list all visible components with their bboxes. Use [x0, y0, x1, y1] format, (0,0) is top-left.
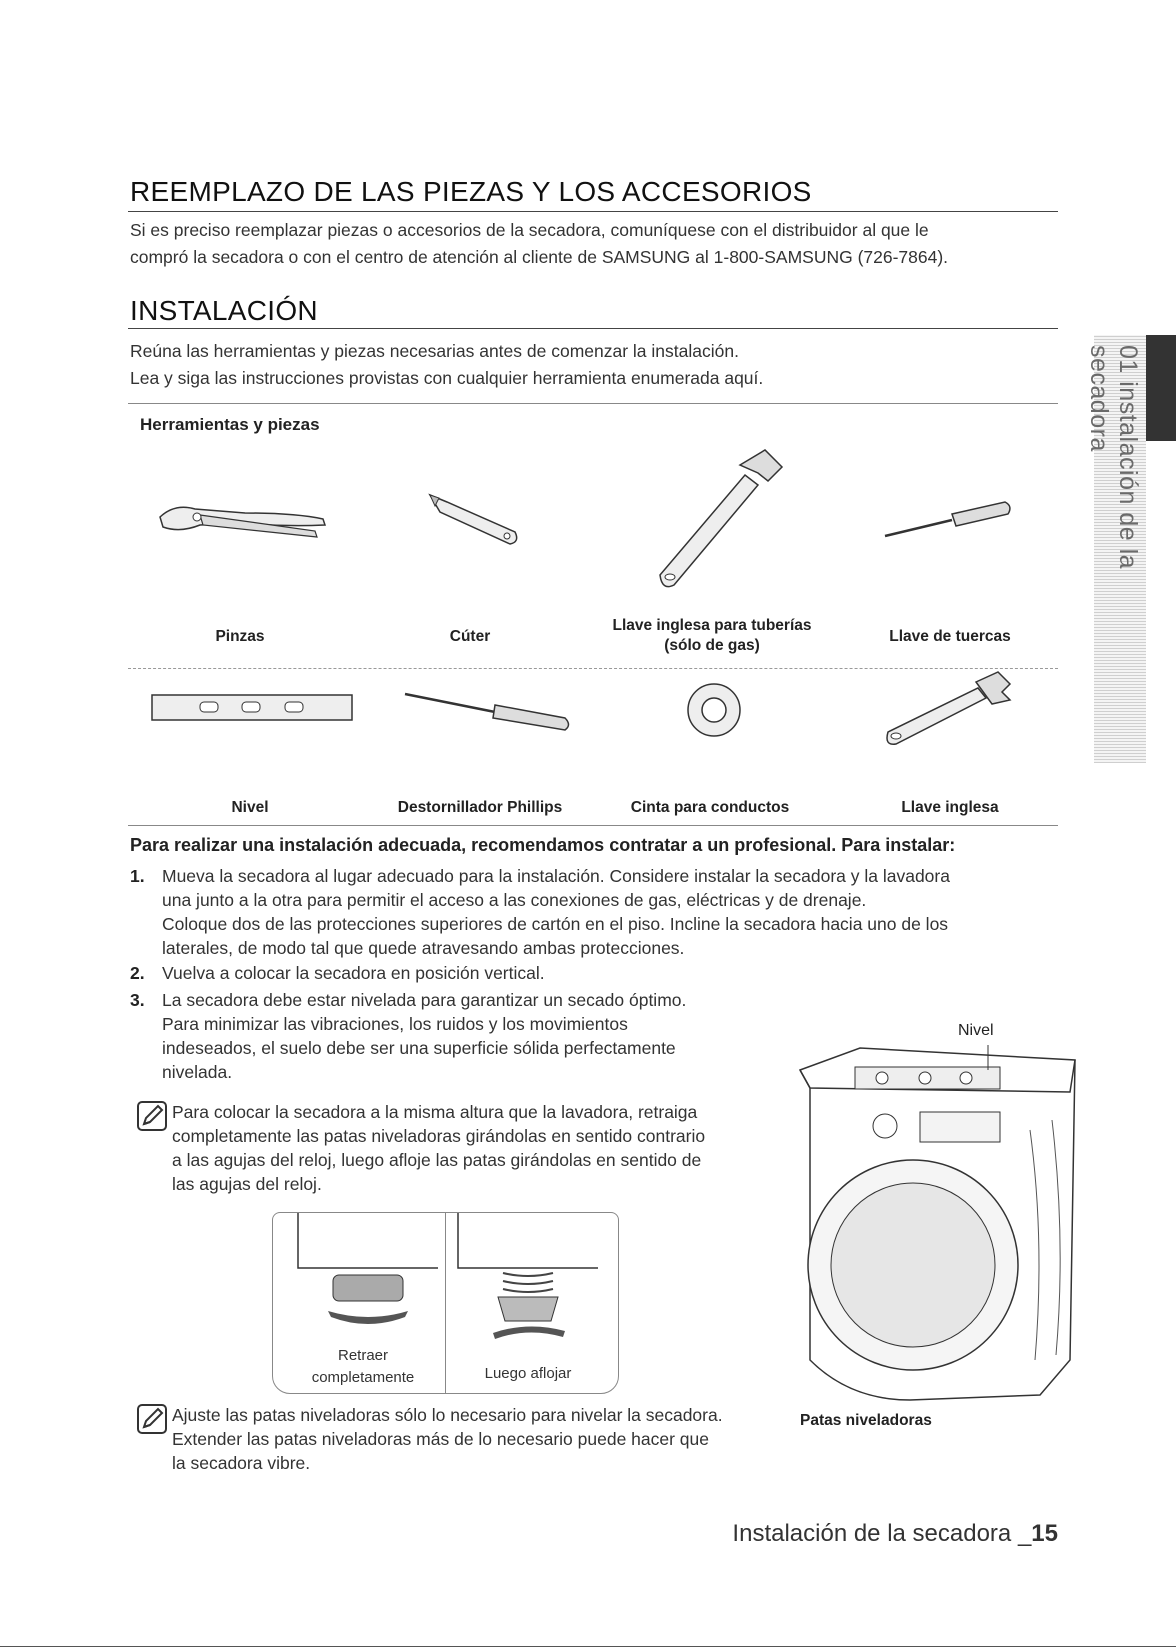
nut-driver-icon — [880, 498, 1015, 543]
tool-label-phillips: Destornillador Phillips — [397, 799, 563, 816]
replacement-text-line1: Si es preciso reemplazar piezas o accesorios de la secadora, comuníquese con el distribuidor al que le — [130, 220, 929, 240]
leveling-leg-figure — [272, 1212, 619, 1394]
duct-tape-icon — [684, 680, 744, 740]
section-rule — [128, 211, 1058, 212]
bottom-rule — [0, 1646, 1176, 1647]
note-line: las agujas del reloj. — [172, 1174, 322, 1194]
step-line: Mueva la secadora al lugar adecuado para la instalación. Considere instalar la secadora y la lavadora — [162, 866, 950, 886]
loosen-caption: Luego aflojar — [484, 1365, 572, 1382]
level-icon — [150, 690, 355, 725]
tools-heading: Herramientas y piezas — [140, 415, 320, 434]
figure-divider — [445, 1213, 446, 1393]
installation-intro-line2: Lea y siga las instrucciones provistas con cualquier herramienta enumerada aquí. — [130, 368, 764, 388]
note-pencil-icon — [136, 1403, 168, 1435]
step-text — [162, 864, 950, 960]
pipe-wrench-icon — [650, 445, 790, 590]
adjustable-wrench-icon — [880, 670, 1020, 750]
footer-text: Instalación de la secadora _ — [732, 1520, 1032, 1547]
step-line: Para minimizar las vibraciones, los ruidos y los movimientos — [162, 1014, 628, 1034]
side-tab-label: 01 instalación de la secadora — [1085, 345, 1142, 570]
note-line: Ajuste las patas niveladoras sólo lo necesario para nivelar la secadora. — [172, 1405, 723, 1425]
step-line: Vuelva a colocar la secadora en posición vertical. — [162, 963, 545, 983]
tool-label-pipe-wrench: Llave inglesa para tuberías (sólo de gas) — [612, 617, 812, 654]
chapter-side-tab — [1085, 335, 1176, 763]
note-adjust-legs — [172, 1403, 792, 1478]
step-line: una junto a la otra para permitir el acceso a las conexiones de gas, eléctricas y de drenaje. — [162, 890, 867, 910]
step-number: 3. — [130, 990, 145, 1010]
step-line: Coloque dos de las protecciones superiores de cartón en el piso. Incline la secadora hacia uno de los — [162, 914, 949, 934]
step-line: nivelada. — [162, 1062, 233, 1082]
tool-label-nut-driver: Llave de tuercas — [889, 628, 1011, 645]
note-pencil-icon — [136, 1100, 168, 1132]
retract-caption-line2: completamente — [311, 1369, 415, 1386]
retract-caption-line1: Retraer — [337, 1347, 389, 1364]
tool-label-level: Nivel — [231, 799, 269, 816]
tools-top-rule — [128, 403, 1058, 404]
note-line: Extender las patas niveladoras más de lo necesario puede hacer que — [172, 1429, 710, 1449]
section-title-replacement: REEMPLAZO DE LAS PIEZAS Y LOS ACCESORIOS — [130, 176, 812, 207]
leg-retract-icon — [293, 1213, 443, 1323]
installation-intro-line1: Reúna las herramientas y piezas necesarias antes de comenzar la instalación. — [130, 341, 739, 361]
step-1 — [130, 864, 1050, 960]
note-retract-legs — [172, 1100, 772, 1200]
dryer-illustration — [790, 1040, 1080, 1410]
side-tab-marker — [1146, 335, 1176, 441]
section-title-installation: INSTALACIÓN — [130, 295, 318, 326]
step-2 — [130, 961, 1050, 985]
box-cutter-icon — [425, 490, 525, 550]
replacement-text-line2: compró la secadora o con el centro de atención al cliente de SAMSUNG al 1-800-SAMSUNG (726-7864). — [130, 247, 949, 267]
note-line: Para colocar la secadora a la misma altura que la lavadora, retraiga — [172, 1102, 698, 1122]
step-number: 2. — [130, 963, 145, 983]
section-rule — [128, 328, 1058, 329]
tools-bottom-rule — [128, 825, 1058, 826]
tool-label-duct-tape: Cinta para conductos — [630, 799, 790, 816]
page-number: 15 — [1031, 1520, 1058, 1547]
tools-divider — [128, 668, 1058, 669]
leg-loosen-icon — [453, 1213, 603, 1343]
note-line: completamente las patas niveladoras girándolas en sentido contrario — [172, 1126, 706, 1146]
step-number: 1. — [130, 866, 145, 886]
step-line: indeseados, el suelo debe ser una superficie sólida perfectamente — [162, 1038, 676, 1058]
tool-label-wrench: Llave inglesa — [901, 799, 999, 816]
page-footer — [732, 1520, 1058, 1548]
tool-label-pliers: Pinzas — [215, 628, 265, 645]
leveling-legs-label: Patas niveladoras — [800, 1412, 932, 1429]
note-line: la secadora vibre. — [172, 1453, 311, 1473]
install-heading: Para realizar una instalación adecuada, recomendamos contratar a un profesional. Para instalar: — [130, 835, 956, 855]
pliers-icon — [155, 495, 330, 540]
step-text — [162, 988, 686, 1084]
step-line: laterales, de modo tal que quede atravesando ambas protecciones. — [162, 938, 685, 958]
note-line: a las agujas del reloj, luego afloje las patas girándolas en sentido de — [172, 1150, 702, 1170]
tool-label-cutter: Cúter — [449, 628, 491, 645]
step-text — [162, 961, 545, 985]
step-3 — [130, 988, 750, 1084]
level-label: Nivel — [958, 1022, 994, 1039]
step-line: La secadora debe estar nivelada para garantizar un secado óptimo. — [162, 990, 687, 1010]
phillips-screwdriver-icon — [400, 690, 575, 735]
